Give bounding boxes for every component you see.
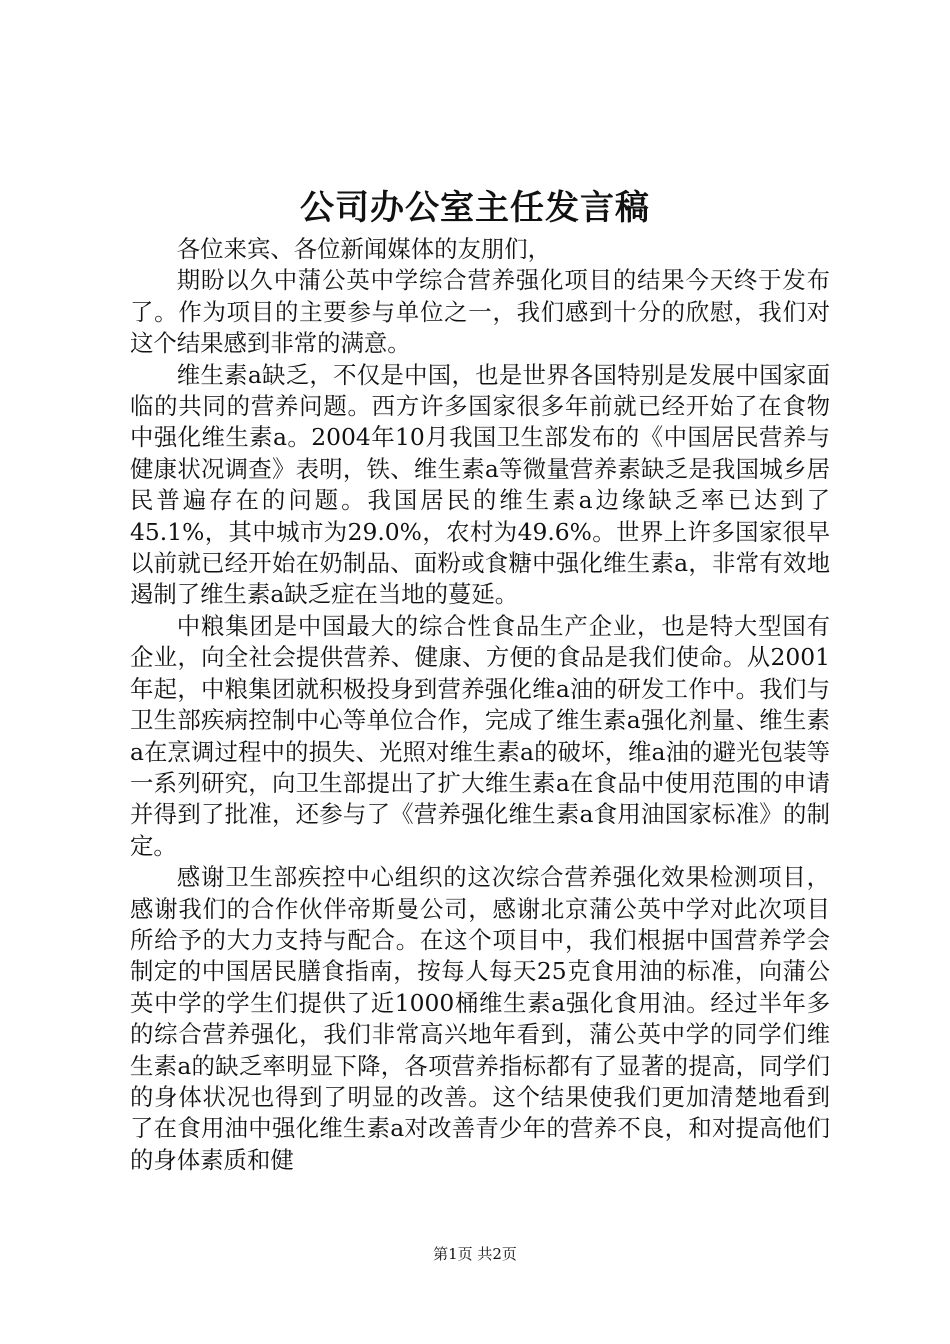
paragraph-announcement: 期盼以久中蒲公英中学综合营养强化项目的结果今天终于发布了。作为项目的主要参与单位之一，我们感到十分的欣慰，我们对这个结果感到非常的满意。 — [130, 266, 830, 358]
paragraph-vitamin-a-deficiency: 维生素a缺乏，不仅是中国，也是世界各国特别是发展中国家面临的共同的营养问题。西方许多国家很多年前就已经开始了在食物中强化维生素a。2004年10月我国卫生部发布的《中国居民营养与健康状况调查》表明，铁、维生素a等微量营养素缺乏是我国城乡居民普遍存在的问题。我国居民的维生素a边缘缺乏率已达到了45.1%，其中城市为29.0%，农村为49.6%。世界上许多国家很早以前就已经开始在奶制品、面粉或食糖中强化维生素a，非常有效地遏制了维生素a缺乏症在当地的蔓延。 — [130, 360, 830, 609]
paragraph-acknowledgements: 感谢卫生部疾控中心组织的这次综合营养强化效果检测项目，感谢我们的合作伙伴帝斯曼公司，感谢北京蒲公英中学对此次项目所给予的大力支持与配合。在这个项目中，我们根据中国营养学会制定的中国居民膳食指南，按每人每天25克食用油的标准，向蒲公英中学的学生们提供了近1000桶维生素a强化食用油。经过半年多的综合营养强化，我们非常高兴地年看到，蒲公英中学的同学们维生素a的缺乏率明显下降，各项营养指标都有了显著的提高，同学们的身体状况也得到了明显的改善。这个结果使我们更加清楚地看到了在食用油中强化维生素a对改善青少年的营养不良，和对提高他们的身体素质和健 — [130, 863, 830, 1174]
page-number-footer: 第1页 共2页 — [433, 1245, 517, 1263]
document-body — [130, 234, 830, 1176]
paragraph-cofco-research: 中粮集团是中国最大的综合性食品生产企业，也是特大型国有企业，向全社会提供营养、健康、方便的食品是我们使命。从2001年起，中粮集团就积极投身到营养强化维a油的研发工作中。我们与卫生部疾病控制中心等单位合作，完成了维生素a强化剂量、维生素a在烹调过程中的损失、光照对维生素a的破坏，维a油的避光包装等一系列研究，向卫生部提出了扩大维生素a在食品中使用范围的申请并得到了批准，还参与了《营养强化维生素a食用油国家标准》的制定。 — [130, 611, 830, 860]
document-title: 公司办公室主任发言稿 — [300, 188, 650, 228]
paragraph-greeting: 各位来宾、各位新闻媒体的友朋们， — [176, 235, 552, 263]
